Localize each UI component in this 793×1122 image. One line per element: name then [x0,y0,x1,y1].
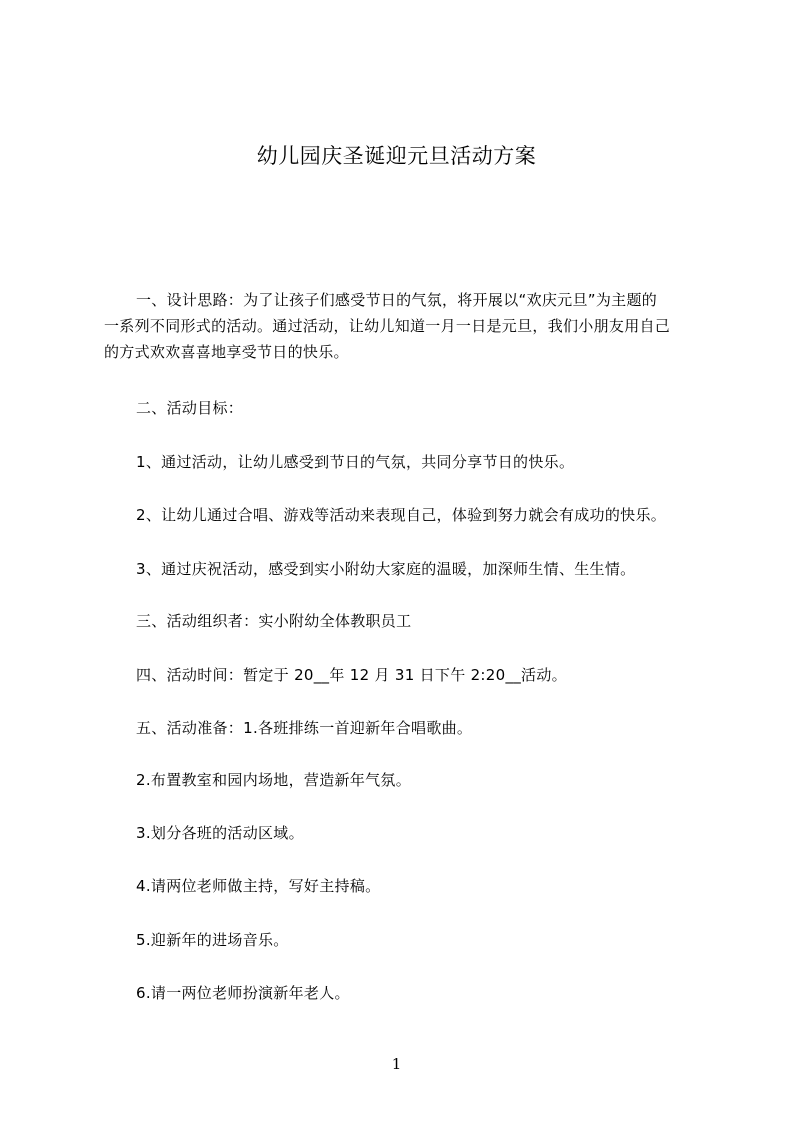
section-goals-heading: 二、活动目标： [136,399,244,417]
intro-line-3: 的方式欢欢喜喜地享受节日的快乐。 [104,343,349,361]
preparation-item-5: 5.迎新年的进场音乐。 [136,931,289,949]
intro-paragraph [104,287,704,365]
goal-item-2: 2、让幼儿通过合唱、游戏等活动来表现自己，体验到努力就会有成功的快乐。 [136,506,667,524]
intro-line-1: 一、设计思路：为了让孩子们感受节日的气氛，将开展以“欢庆元旦”为主题的 [136,291,658,309]
preparation-item-6: 6.请一两位老师扮演新年老人。 [136,984,350,1002]
intro-line-2: 一系列不同形式的活动。通过活动，让幼儿知道一月一日是元旦，我们小朋友用自己 [104,317,671,335]
preparation-item-2: 2.布置教室和园内场地，营造新年气氛。 [136,771,412,789]
preparation-item-3: 3.划分各班的活动区域。 [136,824,304,842]
section-time: 四、活动时间：暂定于 20__年 12 月 31 日下午 2:20__活动。 [136,666,567,684]
document-title: 幼儿园庆圣诞迎元旦活动方案 [256,144,537,168]
section-organizer: 三、活动组织者：实小附幼全体教职员工 [136,612,412,630]
goal-item-1: 1、通过活动，让幼儿感受到节日的气氛，共同分享节日的快乐。 [136,453,575,471]
page-number: 1 [391,1055,402,1073]
section-preparation: 五、活动准备：1.各班排练一首迎新年合唱歌曲。 [136,719,473,737]
goal-item-3: 3、通过庆祝活动，感受到实小附幼大家庭的温暖，加深师生情、生生情。 [136,560,636,578]
preparation-item-4: 4.请两位老师做主持，写好主持稿。 [136,877,381,895]
